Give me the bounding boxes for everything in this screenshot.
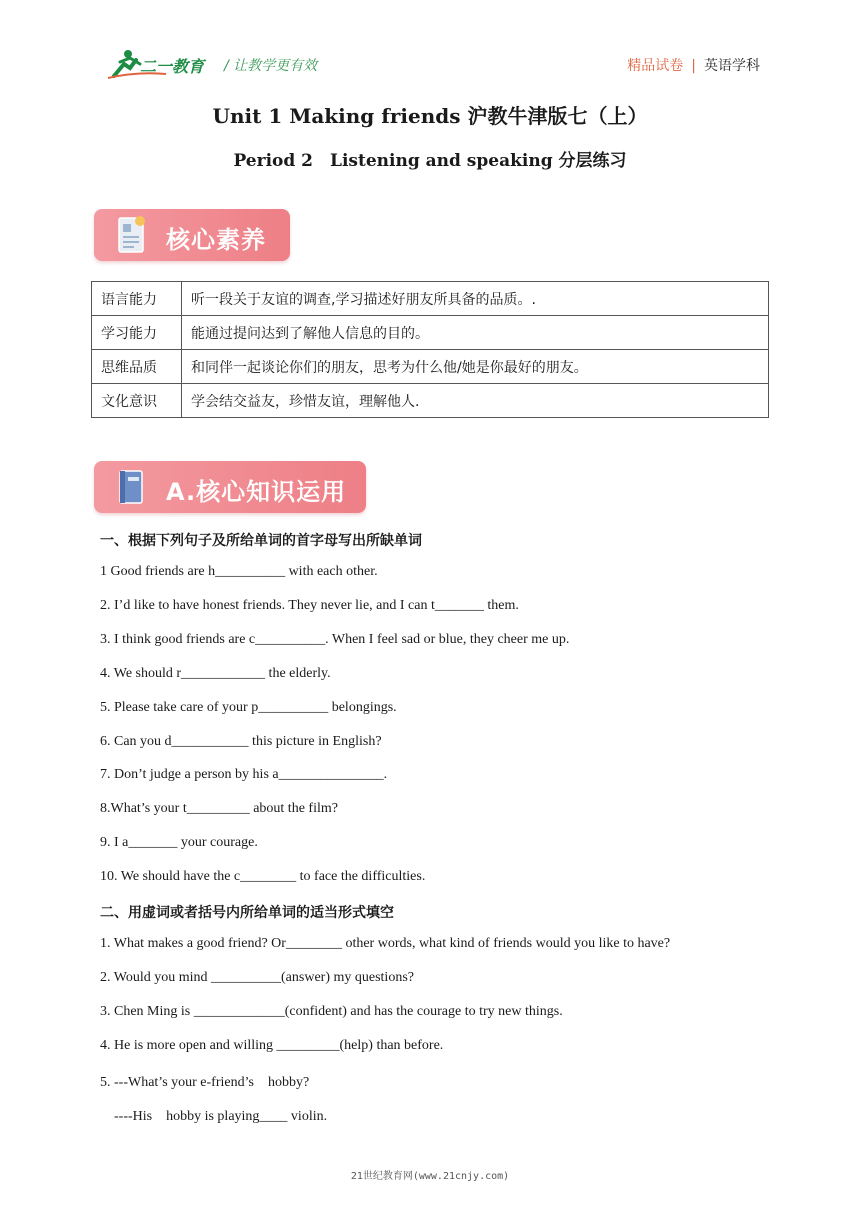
- page-header: [100, 48, 760, 82]
- exercise-item: 7. Don’t judge a person by his a_______________.: [100, 767, 388, 782]
- banner-title: 核心素养: [166, 226, 266, 254]
- table-value: 学会结交益友，珍惜友谊，理解他人.: [182, 384, 769, 418]
- exercise-item: 3. I think good friends are c__________. When I feel sad or blue, they cheer me up.: [100, 632, 570, 647]
- table-row: [92, 350, 769, 384]
- section-heading: 二、用虚词或者括号内所给单词的适当形式填空: [100, 905, 394, 921]
- exercise-item: 4. We should r____________ the elderly.: [100, 666, 331, 681]
- logo-text: 二一教育: [140, 57, 205, 76]
- exercise-item: 1. What makes a good friend? Or________ other words, what kind of friends would you like to have?: [100, 936, 671, 951]
- table-value: 和同伴一起谈论你们的朋友，思考为什么他/她是你最好的朋友。: [182, 350, 769, 384]
- exercise-item: 1 Good friends are h__________ with each other.: [100, 564, 378, 579]
- page-subtitle: Period 2 Listening and speaking 分层练习: [233, 151, 627, 171]
- exercise-item: 2. I’d like to have honest friends. They never lie, and I can t_______ them.: [100, 598, 519, 613]
- subject-label: 英语学科: [704, 58, 760, 74]
- table-value: 能通过提问达到了解他人信息的目的。: [182, 316, 769, 350]
- header-separator: |: [691, 58, 696, 74]
- page-footer: 21世纪教育网(www.21cnjy.com): [350, 1171, 510, 1182]
- exercise-item: 2. Would you mind __________(answer) my questions?: [100, 970, 414, 985]
- exam-tag: 精品试卷: [627, 58, 684, 74]
- competency-table: [91, 281, 769, 418]
- page-title: Unit 1 Making friends 沪教牛津版七（上）: [212, 104, 648, 128]
- document-icon: [116, 215, 146, 255]
- exercise-item: 9. I a_______ your courage.: [100, 835, 258, 850]
- exercise-item: 6. Can you d___________ this picture in English?: [100, 734, 382, 749]
- table-row: [92, 316, 769, 350]
- table-value: 听一段关于友谊的调查,学习描述好朋友所具备的品质。.: [182, 282, 769, 316]
- table-row: [92, 282, 769, 316]
- exercise-item: 10. We should have the c________ to face the difficulties.: [100, 869, 426, 884]
- table-key: 文化意识: [92, 384, 182, 418]
- book-icon: [116, 467, 146, 507]
- exercise-item: ----His hobby is playing____ violin.: [100, 1109, 328, 1124]
- exercise-item: 3. Chen Ming is _____________(confident) and has the courage to try new things.: [100, 1004, 563, 1019]
- exercise-item: 5. ---What’s your e-friend’s hobby?: [100, 1075, 310, 1090]
- table-key: 语言能力: [92, 282, 182, 316]
- core-knowledge-banner: [94, 461, 366, 513]
- exercise-item: 4. He is more open and willing _________(help) than before.: [100, 1038, 444, 1053]
- table-key: 学习能力: [92, 316, 182, 350]
- core-competency-banner: [94, 209, 290, 261]
- slogan: / 让教学更有效: [224, 58, 318, 74]
- banner-title: A.核心知识运用: [166, 478, 347, 506]
- exercise-item: 8.What’s your t_________ about the film?: [100, 801, 338, 816]
- header-right: [627, 55, 760, 75]
- section-heading: 一、根据下列句子及所给单词的首字母写出所缺单词: [100, 533, 422, 549]
- table-key: 思维品质: [92, 350, 182, 384]
- exercise-item: 5. Please take care of your p__________ belongings.: [100, 700, 397, 715]
- table-row: [92, 384, 769, 418]
